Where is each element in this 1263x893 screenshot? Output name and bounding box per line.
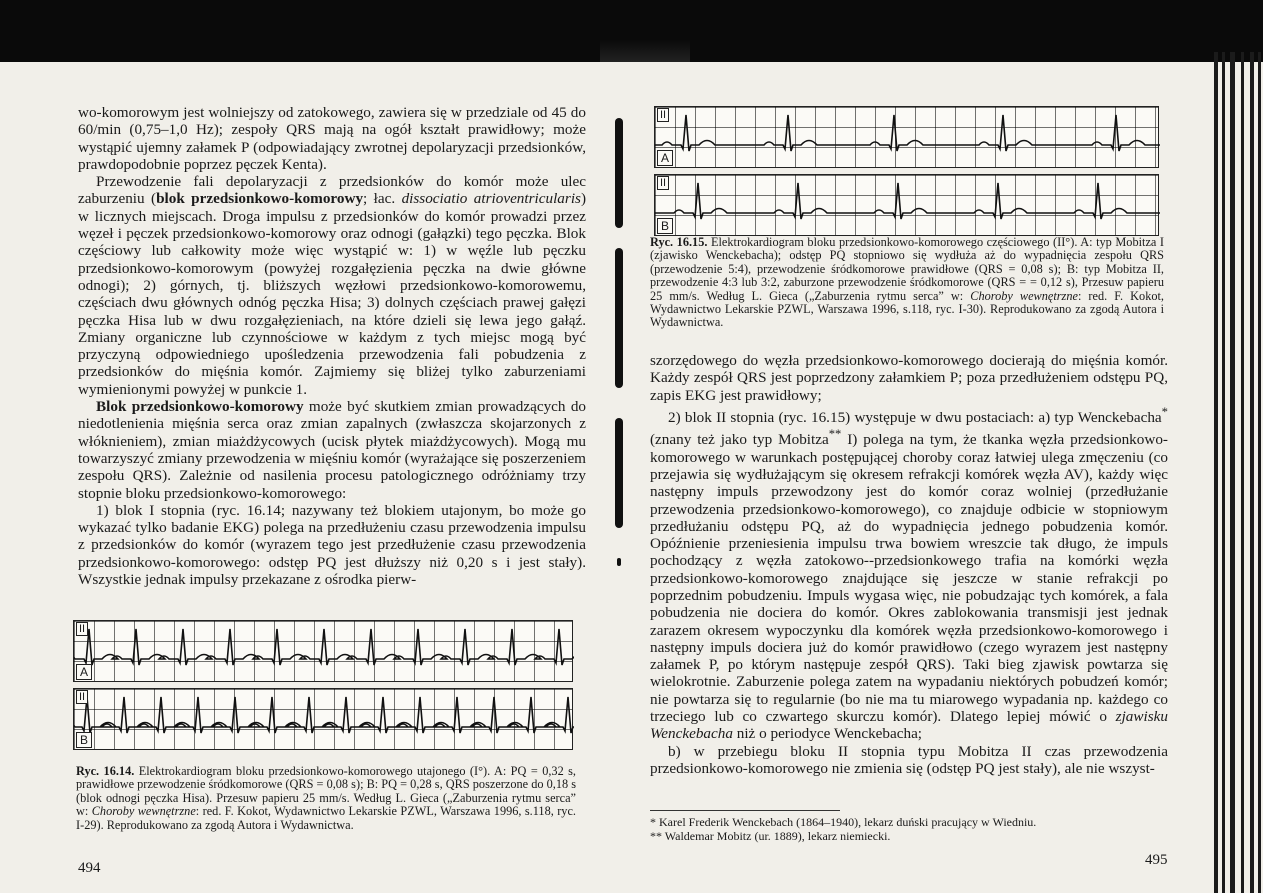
- ecg-lead-label: II: [657, 108, 669, 122]
- book-binding-shadow: [612, 118, 626, 588]
- left-paragraph: wo-komorowym jest wolniejszy od zatokowego, zawiera się w przedziale od 45 do 60/min (0,75–1,0 Hz); zespoły QRS mają na ogół kształt prawidłowy; może wystąpić ujemny załamek P (odpowiadający zwrotnej depolaryzacji przedsionków, prawdopodobnie poprzez pęczek Kenta).: [78, 104, 586, 173]
- ecg-trace-svg: [655, 175, 1160, 235]
- ecg-lead-label: II: [76, 690, 88, 704]
- left-paragraph: Przewodzenie fali depolaryzacji z przedsionków do komór może ulec zaburzeniu (blok przedsionkowo-komorowy; łac. dissociatio atrioventricularis) w licznych miejscach. Droga impulsu z przedsionków do komór prowadzi przez węzeł i pęczek przedsionkowo-komorowy oraz odnogi (gałązki) tego pęczka. Blok częściowy lub całkowity może więc wystąpić w: 1) w węźle lub pęczku przedsionkowo-komorowym (powyżej rozgałęzienia pęczka na dwie główne odnogi); 2) górnych, tj. bliższych węzłowi przedsionkowo-komorowemu, częściach dwu głównych odnóg pęczka Hisa; 3) dolnych częściach prawej gałęzi pęczka Hisa lub w dwu rozgałęzieniach, na które dzieli się lewa jego gałąź. Zmiany organiczne lub czynnościowe w każdym z tych miejsc mogą być przyczyną odpowiedniego upośledzenia przewodzenia fali pobudzenia z przedsionków do mięśnia komór. Zajmiemy się bliżej tylko zaburzeniami wymienionymi powyżej w punkcie 1.: [78, 173, 587, 398]
- ecg-waveform: [655, 115, 1160, 151]
- footnote-rule: [650, 810, 840, 811]
- ecg-waveform: [74, 629, 574, 665]
- scan-top-shadow: [0, 0, 1263, 62]
- ecg-strip-label: A: [76, 664, 92, 680]
- left-page-text: [78, 104, 586, 588]
- right-paragraph: 2) blok II stopnia (ryc. 16.15) występuje w dwu postaciach: a) typ Wenckebacha* (znany też jako typ Mobitza** I) polega na tym, że tkanka węzła przedsionkowo-komorowego w warunkach postępującej choroby coraz łatwiej ulega zmęczeniu (co przejawia się wydłużającym się okresem refrakcji komórek węzła AV), każdy więc następny impuls przewodzony jest do komór coraz wolniej (przedłużanie przewodzenia przedsionkowo-komorowego), co znajduje odbicie w stopniowym przedłużaniu odstępu PQ, aż do wypadnięcia jednego pobudzenia komór. Opóźnienie przeniesienia impulsu trwa bowiem wreszcie tak długo, że impuls pochodzący z węzła zatokowo--przedsionkowego trafia na komórki węzła przedsionkowo-komorowego znajdujące się jeszcze w stanie refrakcji po poprzednim pobudzeniu. Impuls wygasa więc, nie pobudzając tych komórek, a fala pobudzenia nie dociera do komór. Okres zablokowania transmisji jest jednak zarazem okresem wypoczynku dla komórek węzła przedsionkowo-komorowego i następny impuls dociera już do komór prawidłowo (czego wyrazem jest następny załamek P, po którym następuje zespół QRS). Taki bieg zjawisk powtarza się wielokrotnie. Zaburzenie polega zatem na wypadaniu niektórych pobudzeń komór; nie powtarza się to regularnie (bo nie ma tu miarowego wypadania np. każdego co trzeciego lub co czwartego skurczu komór). Dlatego lepiej mówić o zjawisku Wenckebacha niż o periodyce Wenckebacha;: [650, 404, 1168, 743]
- ecg-waveform: [655, 183, 1160, 219]
- right-paragraph: szorzędowego do węzła przedsionkowo-komorowego docierają do mięśnia komór. Każdy zespół QRS jest poprzedzony załamkiem P; poza przedłużeniem odstępu PQ, zapis EKG jest prawidłowy;: [650, 352, 1168, 404]
- ecg-waveform: [74, 697, 574, 733]
- figure-caption-16-15: Ryc. 16.15. Elektrokardiogram bloku przedsionkowo-komorowego częściowego (II°). A: typ Mobitza I (zjawisko Wenckebacha); odstęp PQ stopniowo się wydłuża aż do wypadnięcia zespołu QRS (przewodzenie 5:4), przewodzenie śródkomorowe prawidłowe (QRS = 0,08 s); B: typ Mobitza II, przewodzenie 4:3 lub 3:2, zaburzone przewodzenie śródkomorowe (QRS = = 0,12 s), Przesuw papieru 25 mm/s. Według L. Gieca („Zaburzenia rytmu serca” w: Choroby wewnętrzne: red. F. Kokot, Wydawnictwo Lekarskie PZWL, Warszawa 1996, s.118, ryc. I-30). Reprodukowano za zgodą Autora i Wydawnictwa.: [650, 235, 1165, 330]
- ecg-strip-a: [73, 620, 573, 682]
- ecg-trace-svg: [74, 689, 574, 749]
- ecg-strip-label: B: [657, 218, 673, 234]
- page-edge-stack: [1210, 52, 1263, 893]
- ecg-strip-label: B: [76, 732, 92, 748]
- left-paragraph: 1) blok I stopnia (ryc. 16.14; nazywany też blokiem utajonym, bo może go wykazać tylko badanie EKG) polega na przedłużeniu czasu przewodzenia impulsu z przedsionków do komór (wyrazem tego jest przedłużenie czasu przewodzenia przedsionkowo-komorowego: odstęp PQ jest dłuższy niż 0,20 s i jest stały). Wszystkie jednak impulsy przekazane z ośrodka pierw-: [78, 501, 586, 589]
- page-number-left: 494: [78, 860, 101, 876]
- ecg-lead-label: II: [657, 176, 669, 190]
- footnote: ** Waldemar Mobitz (ur. 1889), lekarz niemiecki.: [650, 829, 891, 843]
- ecg-lead-label: II: [76, 622, 88, 636]
- ecg-trace-svg: [655, 107, 1160, 167]
- ecg-strip-label: A: [657, 150, 673, 166]
- ecg-trace-svg: [74, 621, 574, 681]
- ecg-strip-b: [654, 174, 1159, 236]
- figure-caption-16-14: Ryc. 16.14. Elektrokardiogram bloku przedsionkowo-komorowego utajonego (I°). A: PQ = 0,32 s, prawidłowe przewodzenie śródkomorowe (QRS = 0,08 s); B: PQ = 0,28 s, QRS poszerzone do 0,18 s (blok odnogi pęczka Hisa). Przesuw papieru 25 mm/s. Według L. Gieca („Zaburzenia rytmu serca” w: Choroby wewnętrzne: red. F. Kokot, Wydawnictwo Lekarskie PZWL, Warszawa 1996, s.118, ryc. I-29). Reprodukowano za zgodą Autora i Wydawnictwa.: [76, 764, 576, 832]
- left-paragraph: Blok przedsionkowo-komorowy może być skutkiem zmian prowadzących do niedotlenienia mięśnia serca oraz zmian zapalnych (zwłaszcza skojarzonych z włóknieniem), zmian miażdżycowych (ucisk płytek miażdżycowych). Mogą mu towarzyszyć zmiany przewodzenia w mięśniu komór (wyrażające się poszerzeniem zespołu QRS). Zależnie od nasilenia procesu patologicznego odróżniamy trzy stopnie bloku przedsionkowo-komorowego:: [78, 398, 587, 502]
- ecg-strip-a: [654, 106, 1159, 168]
- ecg-strip-b: [73, 688, 573, 750]
- ecg-figure-16-14: [73, 620, 573, 756]
- footnote: * Karel Frederik Wenckebach (1864–1940), lekarz duński pracujący w Wiedniu.: [650, 815, 1037, 829]
- page-number-right: 495: [1145, 852, 1168, 868]
- book-fold-shadow: [600, 40, 690, 62]
- ecg-figure-16-15: [654, 106, 1159, 242]
- footnotes: [650, 810, 1170, 843]
- right-page-text: [650, 352, 1168, 777]
- right-paragraph: b) w przebiegu bloku II stopnia typu Mobitza II czas przewodzenia przedsionkowo-komorowego nie zmienia się (odstęp PQ jest stały), ale nie wszyst-: [650, 742, 1168, 777]
